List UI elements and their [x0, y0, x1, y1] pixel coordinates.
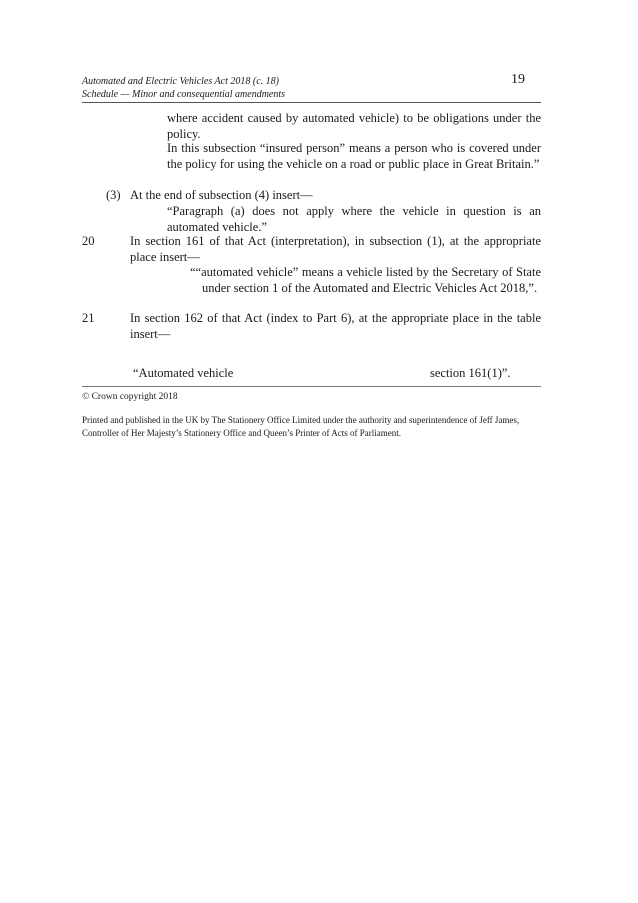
paragraph-21-number: 21	[82, 311, 95, 325]
table-entry-reference: section 161(1)”.	[430, 366, 511, 380]
printer-notice: Printed and published in the UK by The Stationery Office Limited under the authority and superintendence of Jeff James, Controller of Her Majesty’s Stationery Office and Queen’s Printer of Acts of Parliament.	[82, 415, 520, 438]
continuation-paragraph: where accident caused by automated vehicle) to be obligations under the policy.	[167, 111, 541, 141]
header-divider	[82, 102, 541, 103]
paragraph-21-text: In section 162 of that Act (index to Part 6), at the appropriate place in the table insert—	[130, 311, 541, 341]
copyright-notice: © Crown copyright 2018	[82, 392, 178, 402]
subsection-3-number: (3)	[106, 188, 121, 202]
insured-person-definition: In this subsection “insured person” means a person who is covered under the policy for using the vehicle on a road or public place in Great Britain.”	[167, 141, 541, 171]
subsection-3-text: At the end of subsection (4) insert—	[130, 188, 313, 202]
header-section-title: Schedule — Minor and consequential amendments	[82, 89, 286, 100]
paragraph-20-quote-text: ““automated vehicle” means a vehicle listed by the Secretary of State under section 1 of the Automated and Electric Vehicles Act 2018,”.	[190, 265, 541, 295]
subsection-3-quote: “Paragraph (a) does not apply where the vehicle in question is an automated vehicle.”	[167, 204, 541, 234]
table-entry-term: “Automated vehicle	[133, 366, 234, 380]
paragraph-20-number: 20	[82, 234, 95, 248]
page-number: 19	[511, 72, 525, 87]
paragraph-20-text: In section 161 of that Act (interpretation), in subsection (1), at the appropriate place insert—	[130, 234, 541, 264]
paragraph-20-quote	[190, 265, 541, 296]
running-header	[82, 75, 285, 101]
footer-divider	[82, 386, 541, 387]
header-act-title: Automated and Electric Vehicles Act 2018 (c. 18)	[82, 76, 279, 87]
